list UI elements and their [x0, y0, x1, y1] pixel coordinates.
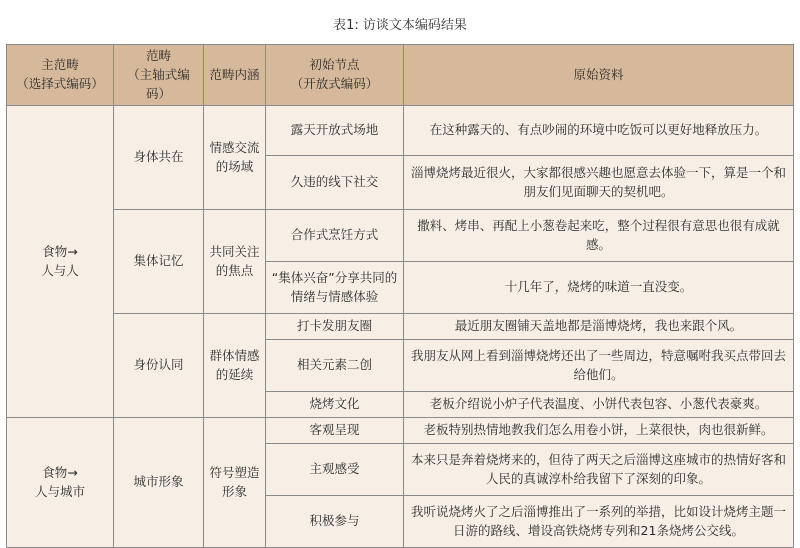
raw-cell: 撒料、烤串、再配上小葱卷起来吃，整个过程很有意思也很有成就感。 [404, 210, 794, 262]
raw-cell: 老板特别热情地教我们怎么用卷小饼，上菜很快，肉也很新鲜。 [404, 418, 794, 444]
table-row [7, 418, 794, 444]
category-cell: 城市形象 [114, 418, 204, 548]
raw-cell: 我听说烧烤火了之后淄博推出了一系列的举措，比如设计烧烤主题一日游的路线、增设高铁烧烤专列和21条烧烤公交线。 [404, 496, 794, 548]
node-cell: 客观呈现 [266, 418, 404, 444]
table-row [7, 106, 794, 156]
category-cell: 集体记忆 [114, 210, 204, 314]
connotation-cell: 群体情感 的延续 [204, 314, 266, 418]
header-row [7, 45, 794, 106]
connotation-cell: 符号塑造 形象 [204, 418, 266, 548]
table-row [7, 314, 794, 340]
connotation-cell: 共同关注 的焦点 [204, 210, 266, 314]
category-cell: 身体共在 [114, 106, 204, 210]
raw-cell: 十几年了，烧烤的味道一直没变。 [404, 262, 794, 314]
node-cell: 打卡发朋友圈 [266, 314, 404, 340]
table-caption: 表1: 访谈文本编码结果 [333, 18, 467, 33]
node-cell: 主观感受 [266, 444, 404, 496]
header-connotation: 范畴内涵 [204, 45, 266, 106]
node-cell: 烧烤文化 [266, 392, 404, 418]
table-row [7, 210, 794, 262]
header-main: 主范畴 （选择式编码） [7, 45, 114, 106]
category-cell: 身份认同 [114, 314, 204, 418]
node-cell: 相关元素二创 [266, 340, 404, 392]
header-raw: 原始资料 [404, 45, 794, 106]
header-initial: 初始节点 （开放式编码） [266, 45, 404, 106]
raw-cell: 本来只是奔着烧烤来的，但待了两天之后淄博这座城市的热情好客和人民的真诚淳朴给我留下了深刻的印象。 [404, 444, 794, 496]
raw-cell: 我朋友从网上看到淄博烧烤还出了一些周边，特意嘱咐我买点带回去给他们。 [404, 340, 794, 392]
node-cell: 合作式烹饪方式 [266, 210, 404, 262]
connotation-cell: 情感交流 的场域 [204, 106, 266, 210]
coding-results-table [6, 44, 794, 548]
main-category-cell: 食物→ 人与城市 [7, 418, 114, 548]
raw-cell: 淄博烧烤最近很火，大家都很感兴趣也愿意去体验一下，算是一个和朋友们见面聊天的契机吧。 [404, 156, 794, 210]
node-cell: 露天开放式场地 [266, 106, 404, 156]
raw-cell: 老板介绍说小炉子代表温度、小饼代表包容、小葱代表豪爽。 [404, 392, 794, 418]
header-category: 范畴 （主轴式编码） [114, 45, 204, 106]
node-cell: 久违的线下社交 [266, 156, 404, 210]
raw-cell: 最近朋友圈铺天盖地都是淄博烧烤，我也来跟个风。 [404, 314, 794, 340]
main-category-cell: 食物→ 人与人 [7, 106, 114, 418]
node-cell: 积极参与 [266, 496, 404, 548]
node-cell: “集体兴奋”分享共同的情绪与情感体验 [266, 262, 404, 314]
raw-cell: 在这种露天的、有点吵闹的环境中吃饭可以更好地释放压力。 [404, 106, 794, 156]
